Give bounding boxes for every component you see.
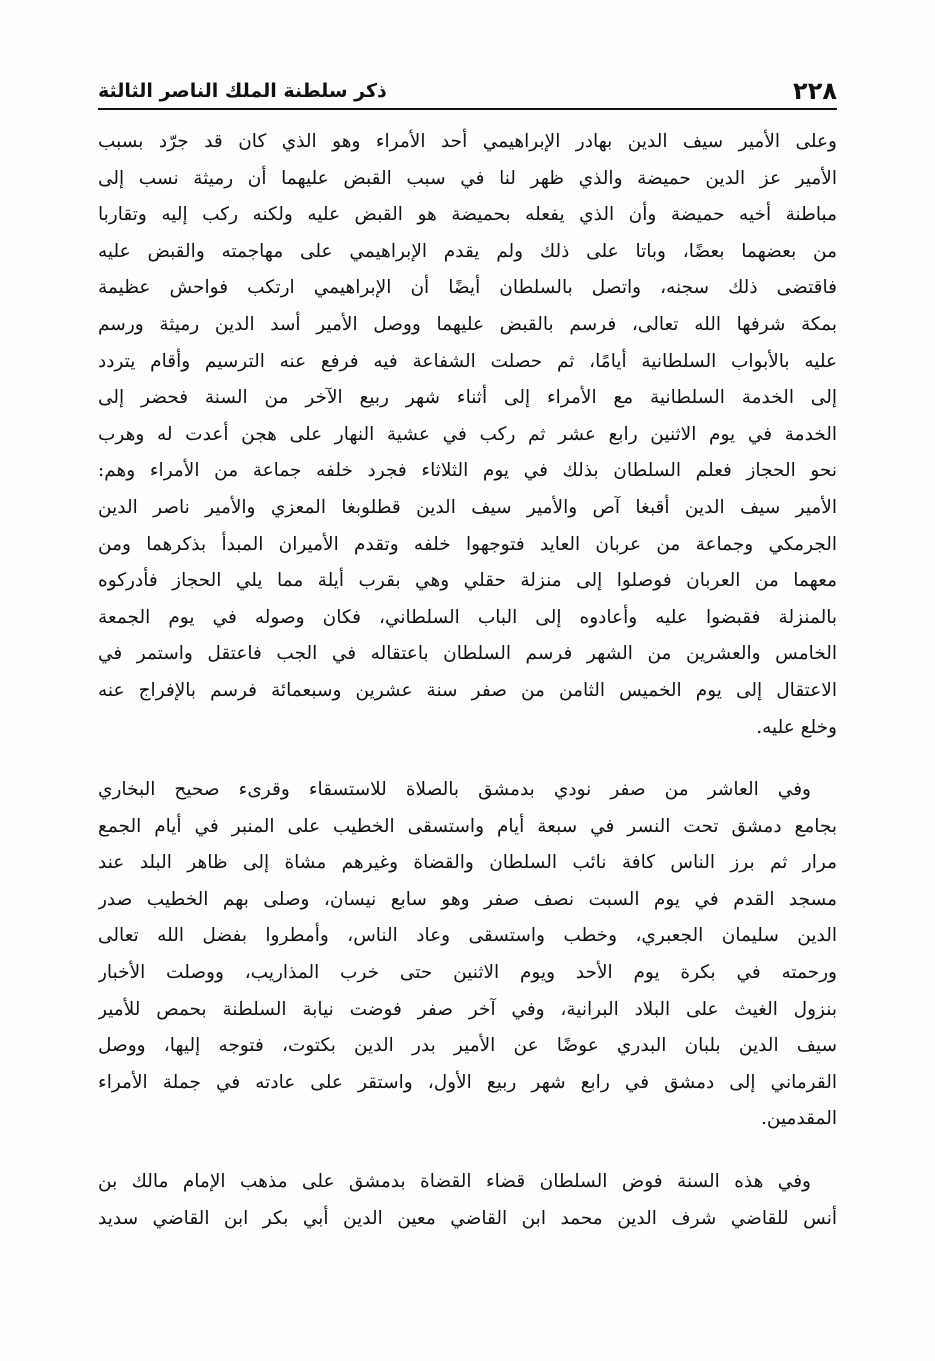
paragraph-gap (98, 1138, 837, 1164)
text-line: فاقتضى ذلك سجنه، واتصل بالسلطان أيضًا أن الإبراهيمي ارتكب فواحش عظيمة (98, 277, 837, 299)
paragraph (98, 124, 837, 746)
page-header (98, 66, 837, 106)
text-line: مباطنة أخيه حميضة وأن الذي يفعله بحميضة هو القبض عليه ولكنه ركب إليه وتقاربا (98, 204, 837, 226)
paragraph-gap (98, 746, 837, 772)
text-line: الخدمة في يوم الاثنين رابع عشر ثم ركب في عشية النهار على هجن أعدت له وهرب (98, 423, 837, 445)
text-line: بالمنزلة فقبضوا عليه وأعادوه إلى الباب السلطاني، فكان وصوله في يوم الجمعة (98, 606, 837, 628)
text-line: وعلى الأمير سيف الدين بهادر الإبراهيمي أحد الأمراء وهو الذي كان قد جرّد بسبب (98, 131, 837, 152)
paragraph (98, 1164, 837, 1237)
text-line: القرماني إلى دمشق في رابع شهر ربيع الأول، واستقر على عادته في جملة الأمراء (98, 1071, 837, 1093)
text-line: بجامع دمشق تحت النسر في سبعة أيام واستسقى الخطيب على المنبر في أيام الجمع (98, 815, 837, 837)
page-number: ٢٢٨ (793, 77, 837, 105)
text-line: معهما من العربان فوصلوا إلى منزلة حقلي وهي بقرب أيلة مما يلي الحجاز فأدركوه (98, 570, 837, 592)
text-line: إلى الخدمة السلطانية مع الأمراء إلى أثناء شهر ربيع الآخر من السنة فحضر إلى (98, 387, 837, 409)
text-line: وخلع عليه. (756, 716, 837, 738)
running-title: ذكر سلطنة الملك الناصر الثالثة (98, 80, 387, 102)
text-line: وفي العاشر من صفر نودي بدمشق بالصلاة للاستسقاء وقرىء صحيح البخاري (98, 779, 811, 801)
text-line: الاعتقال إلى يوم الخميس الثامن من صفر سنة عشرين وسبعمائة فرسم بالإفراج عنه (98, 679, 837, 701)
body-text (98, 124, 837, 1237)
text-line: نحو الحجاز فعلم السلطان بذلك في يوم الثلاثاء فجرد خلفه جماعة من الأمراء وهم: (98, 460, 837, 482)
text-line: مرار ثم برز الناس كافة نائب السلطان والقضاة وغيرهم مشاة إلى ظاهر البلد عند (98, 852, 837, 874)
text-line: المقدمين. (761, 1108, 837, 1130)
text-line: الأمير عز الدين حميضة والذي ظهر لنا في سبب القبض عليهما أن رميثة نسب إلى (98, 167, 837, 189)
text-line: الدين سليمان الجعبري، وخطب واستسقى وعاد الناس، وأمطروا بفضل الله تعالى (98, 925, 837, 947)
paragraph (98, 772, 837, 1138)
text-line: ورحمته في بكرة يوم الأحد ويوم الاثنين حتى خرب المذاريب، ووصلت الأخبار (98, 962, 837, 984)
text-line: مسجد القدم في يوم السبت نصف صفر وهو سابع نيسان، وصلى بهم الخطيب صدر (98, 888, 837, 910)
text-line: الأمير سيف الدين أقبغا آص والأمير سيف الدين قطلوبغا المعزي والأمير ناصر الدين (98, 496, 837, 518)
text-line: من بعضهما بعضًا، وباتا على ذلك ولم يقدم الإبراهيمي على مهاجمته والقبض عليه (98, 240, 837, 262)
header-rule (98, 108, 837, 110)
text-line: سيف الدين بلبان البدري عوضًا عن الأمير بدر الدين بكتوت، فتوجه إليها، ووصل (98, 1035, 837, 1057)
text-line: الجرمكي وجماعة من عربان العايد فتوجهوا خلفه وتقدم الأميران المبدأ بذكرهما ومن (98, 533, 837, 555)
text-line: وفي هذه السنة فوض السلطان قضاء القضاة بدمشق على مذهب الإمام مالك بن (98, 1171, 811, 1193)
text-line: عليه بالأبواب السلطانية أيامًا، ثم حصلت الشفاعة فيه فرفع عنه الترسيم وأقام يتردد (98, 350, 837, 372)
text-line: الخامس والعشرين من الشهر فرسم السلطان باعتقاله في الجب فاعتقل واستمر في (98, 643, 837, 665)
text-line: أنس للقاضي شرف الدين محمد ابن القاضي معين الدين أبي بكر ابن القاضي سديد (98, 1207, 837, 1229)
text-line: بنزول الغيث على البلاد البرانية، وفي آخر صفر فوضت نيابة السلطنة بحمص للأمير (98, 998, 837, 1020)
text-line: بمكة شرفها الله تعالى، فرسم بالقبض عليهما ووصل الأمير أسد الدين رميثة ورسم (98, 313, 837, 335)
